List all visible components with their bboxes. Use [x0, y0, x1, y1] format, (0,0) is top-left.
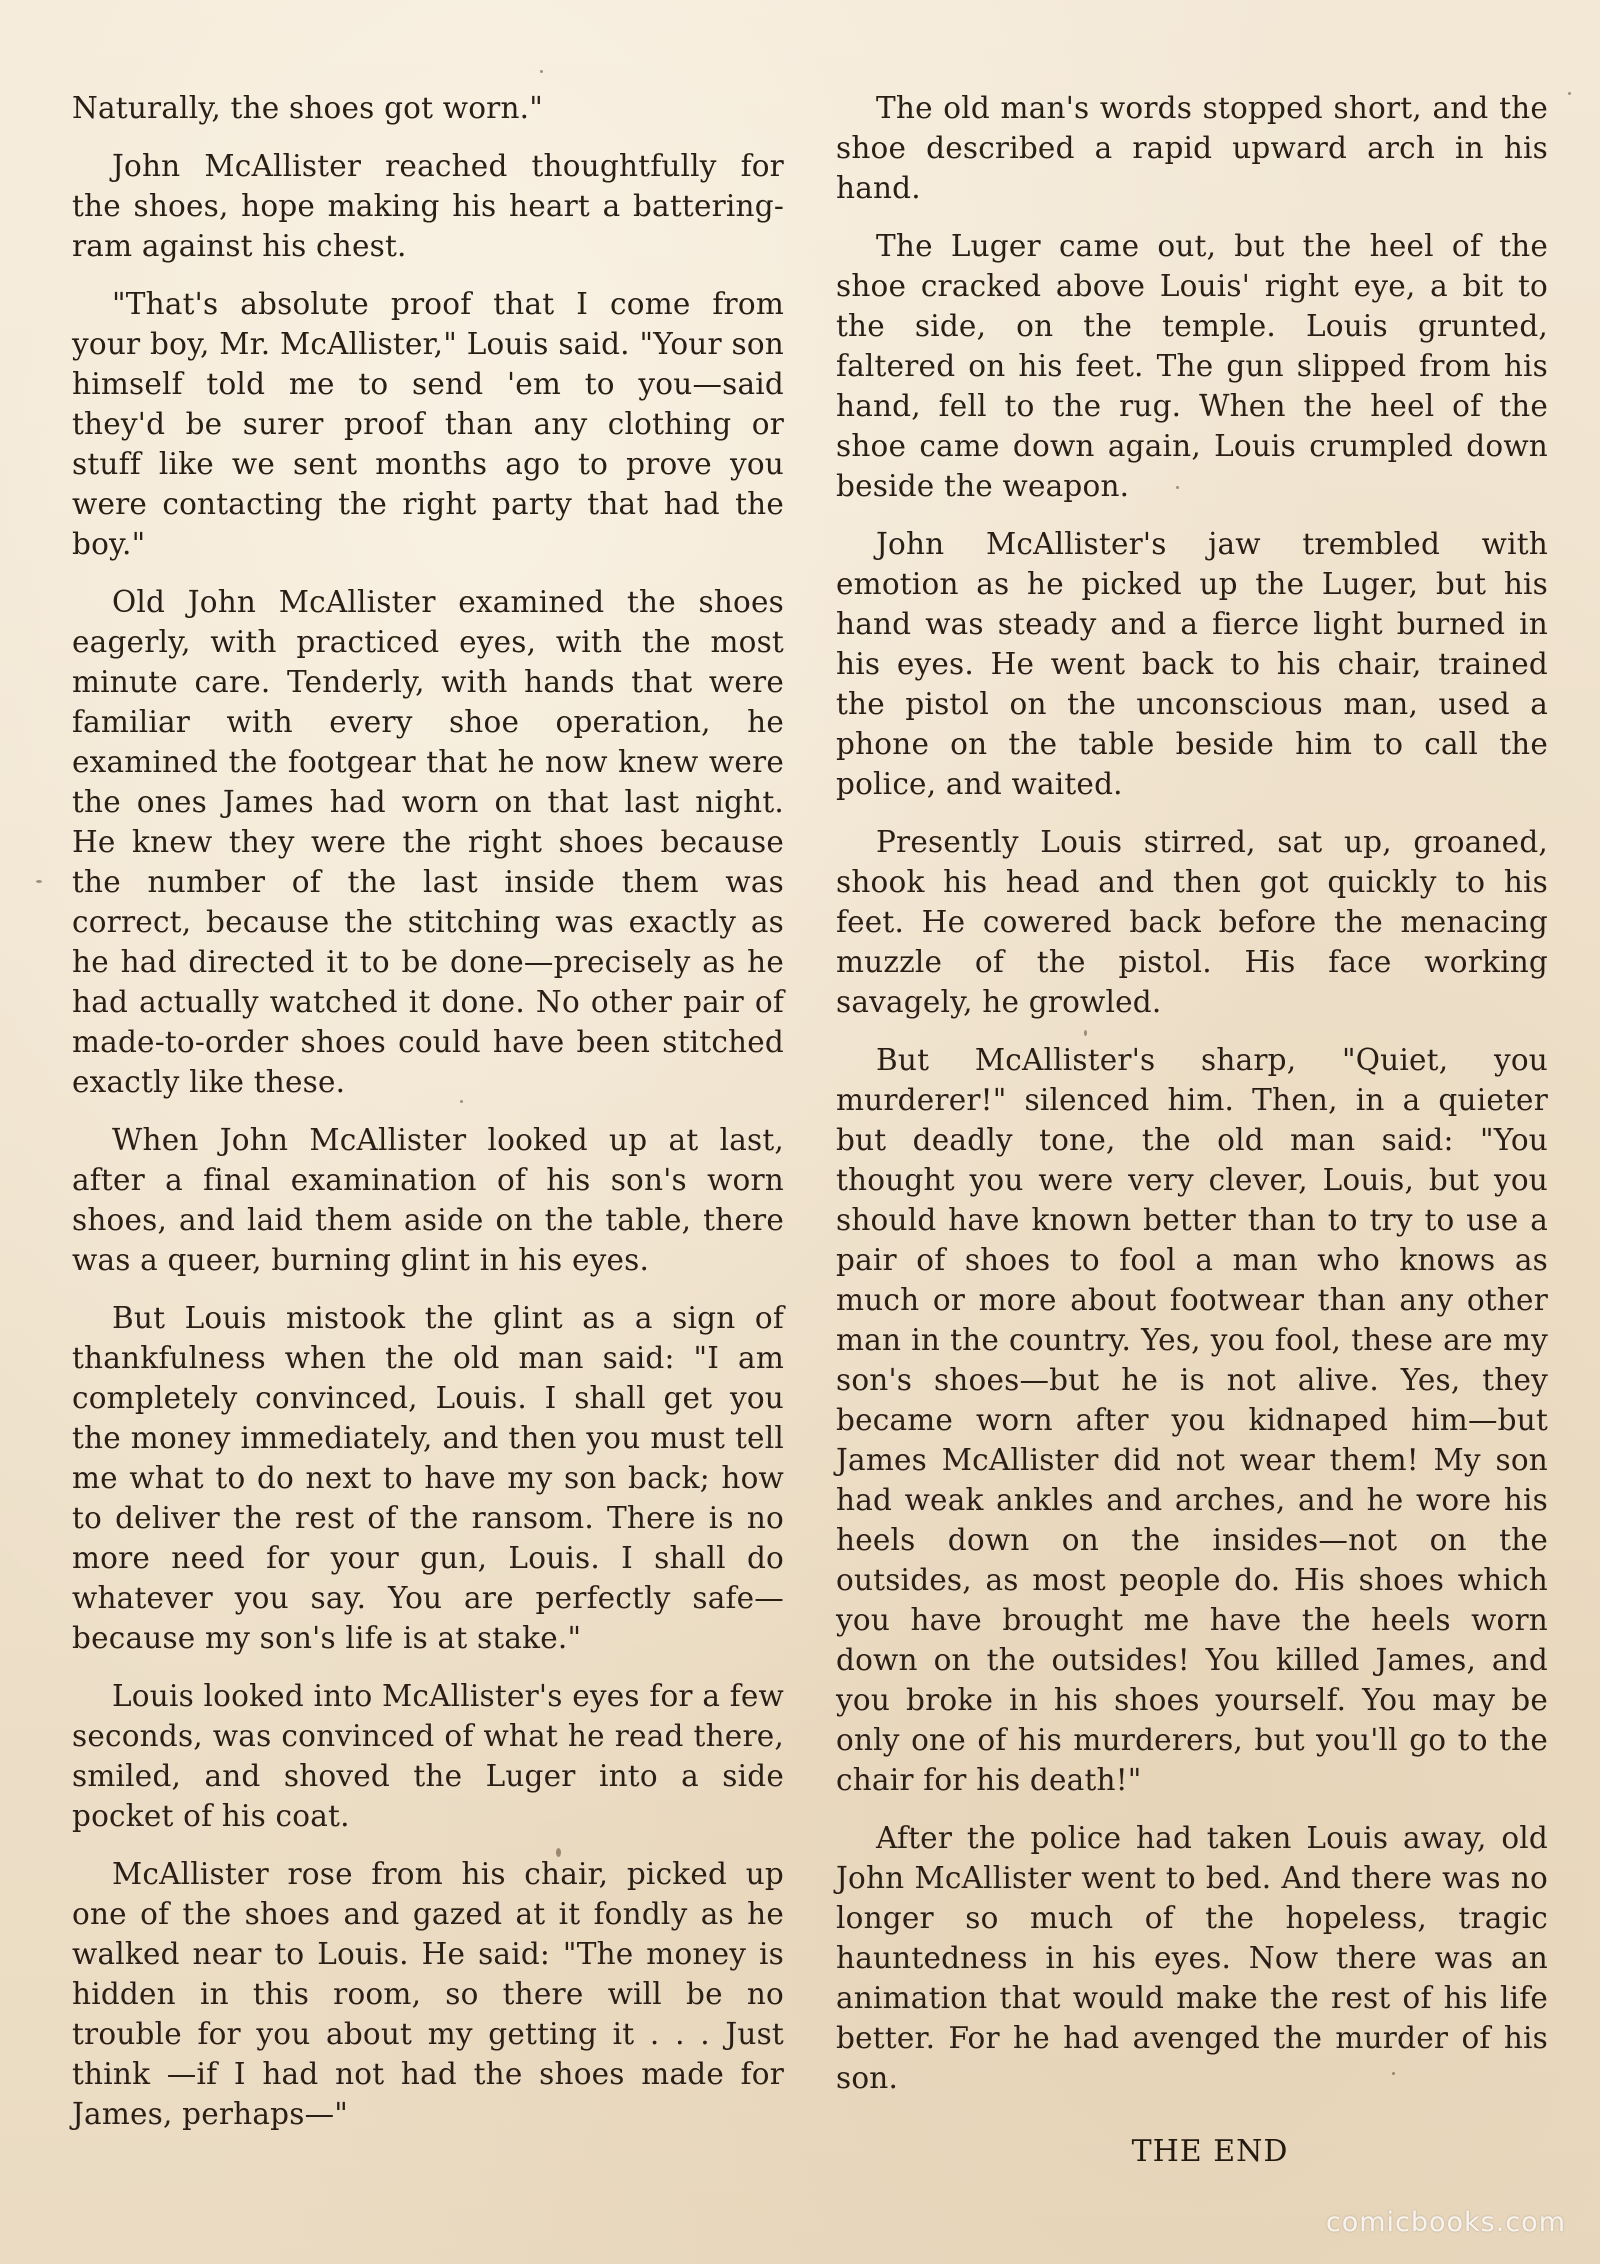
paper-speck	[36, 880, 42, 883]
the-end-label: THE END	[1131, 2134, 1289, 2169]
paper-speck	[540, 70, 543, 73]
paragraph: But Louis mistook the glint as a sign of thankfulness when the old man said: "I am completely convinced, Louis. I shall get you the money immediately, and then you must tell me what to do next to have my son back; how to deliver the rest of the ransom. There is no more need for your gun, Louis. I shall do whatever you say. You are perfectly safe—because my son's life is at stake."	[72, 1301, 784, 1655]
paper-speck	[1084, 1030, 1087, 1036]
paragraph: Presently Louis stirred, sat up, groaned, shook his head and then got quickly to his feet. He cowered back before the menacing muzzle of the pistol. His face working savagely, he growled.	[836, 825, 1548, 1019]
left-text-column	[72, 88, 784, 2152]
paper-speck	[460, 1100, 463, 1103]
paragraph: McAllister rose from his chair, picked up one of the shoes and gazed at it fondly as he walked near to Louis. He said: "The money is hidden in this room, so there will be no trouble for you about my getting it . . . Just think —if I had not had the shoes made for James, perhaps—"	[72, 1857, 784, 2131]
paragraph: The old man's words stopped short, and the shoe described a rapid upward arch in his hand.	[836, 91, 1548, 205]
paragraph: John McAllister reached thoughtfully for the shoes, hope making his heart a battering-ram against his chest.	[72, 149, 784, 263]
paragraph: The Luger came out, but the heel of the shoe cracked above Louis' right eye, a bit to the side, on the temple. Louis grunted, faltered on his feet. The gun slipped from his hand, fell to the rug. When the heel of the shoe came down again, Louis crumpled down beside the weapon.	[836, 229, 1548, 503]
paragraph: Naturally, the shoes got worn."	[72, 91, 544, 125]
paragraph: When John McAllister looked up at last, after a final examination of his son's worn shoes, and laid them aside on the table, there was a queer, burning glint in his eyes.	[72, 1123, 784, 1277]
paper-speck	[1176, 486, 1179, 489]
paragraph: "That's absolute proof that I come from your boy, Mr. McAllister," Louis said. "Your son himself told me to send 'em to you—said they'd be surer proof than any clothing or stuff like we sent months ago to prove you were contacting the right party that had the boy."	[72, 287, 784, 561]
paragraph: But McAllister's sharp, "Quiet, you murderer!" silenced him. Then, in a quieter but deadly tone, the old man said: "You thought you were very clever, Louis, but you should have known better than to try to use a pair of shoes to fool a man who knows as much or more about footwear than any other man in the country. Yes, you fool, these are my son's shoes—but he is not alive. Yes, they became worn after you kidnaped him—but James McAllister did not wear them! My son had weak ankles and arches, and he wore his heels down on the insides—not on the outsides, as most people do. His shoes which you have brought me have the heels worn down on the outsides! You killed James, and you broke in his shoes yourself. You may be only one of his murderers, but you'll go to the chair for his death!"	[836, 1043, 1548, 1797]
right-text-column	[836, 88, 1548, 2172]
paragraph: Old John McAllister examined the shoes eagerly, with practiced eyes, with the most minute care. Tenderly, with hands that were familiar with every shoe operation, he examined the footgear that he now knew were the ones James had worn on that last night. He knew they were the right shoes because the number of the last inside them was correct, because the stitching was exactly as he had directed it to be done—precisely as he had actually watched it done. No other pair of made-to-order shoes could have been stitched exactly like these.	[72, 585, 784, 1099]
paper-speck	[1568, 92, 1571, 95]
paragraph: John McAllister's jaw trembled with emotion as he picked up the Luger, but his hand was steady and a fierce light burned in his eyes. He went back to his chair, trained the pistol on the unconscious man, used a phone on the table beside him to call the police, and waited.	[836, 527, 1548, 801]
paper-speck	[556, 1848, 561, 1857]
paper-speck	[1392, 2072, 1395, 2075]
paragraph: Louis looked into McAllister's eyes for a few seconds, was convinced of what he read there, smiled, and shoved the Luger into a side pocket of his coat.	[72, 1679, 784, 1833]
paragraph: After the police had taken Louis away, old John McAllister went to bed. And there was no longer so much of the hopeless, tragic hauntedness in his eyes. Now there was an animation that would make the rest of his life better. For he had avenged the murder of his son.	[836, 1821, 1548, 2095]
site-watermark: comicbooks.com	[1325, 2207, 1566, 2238]
